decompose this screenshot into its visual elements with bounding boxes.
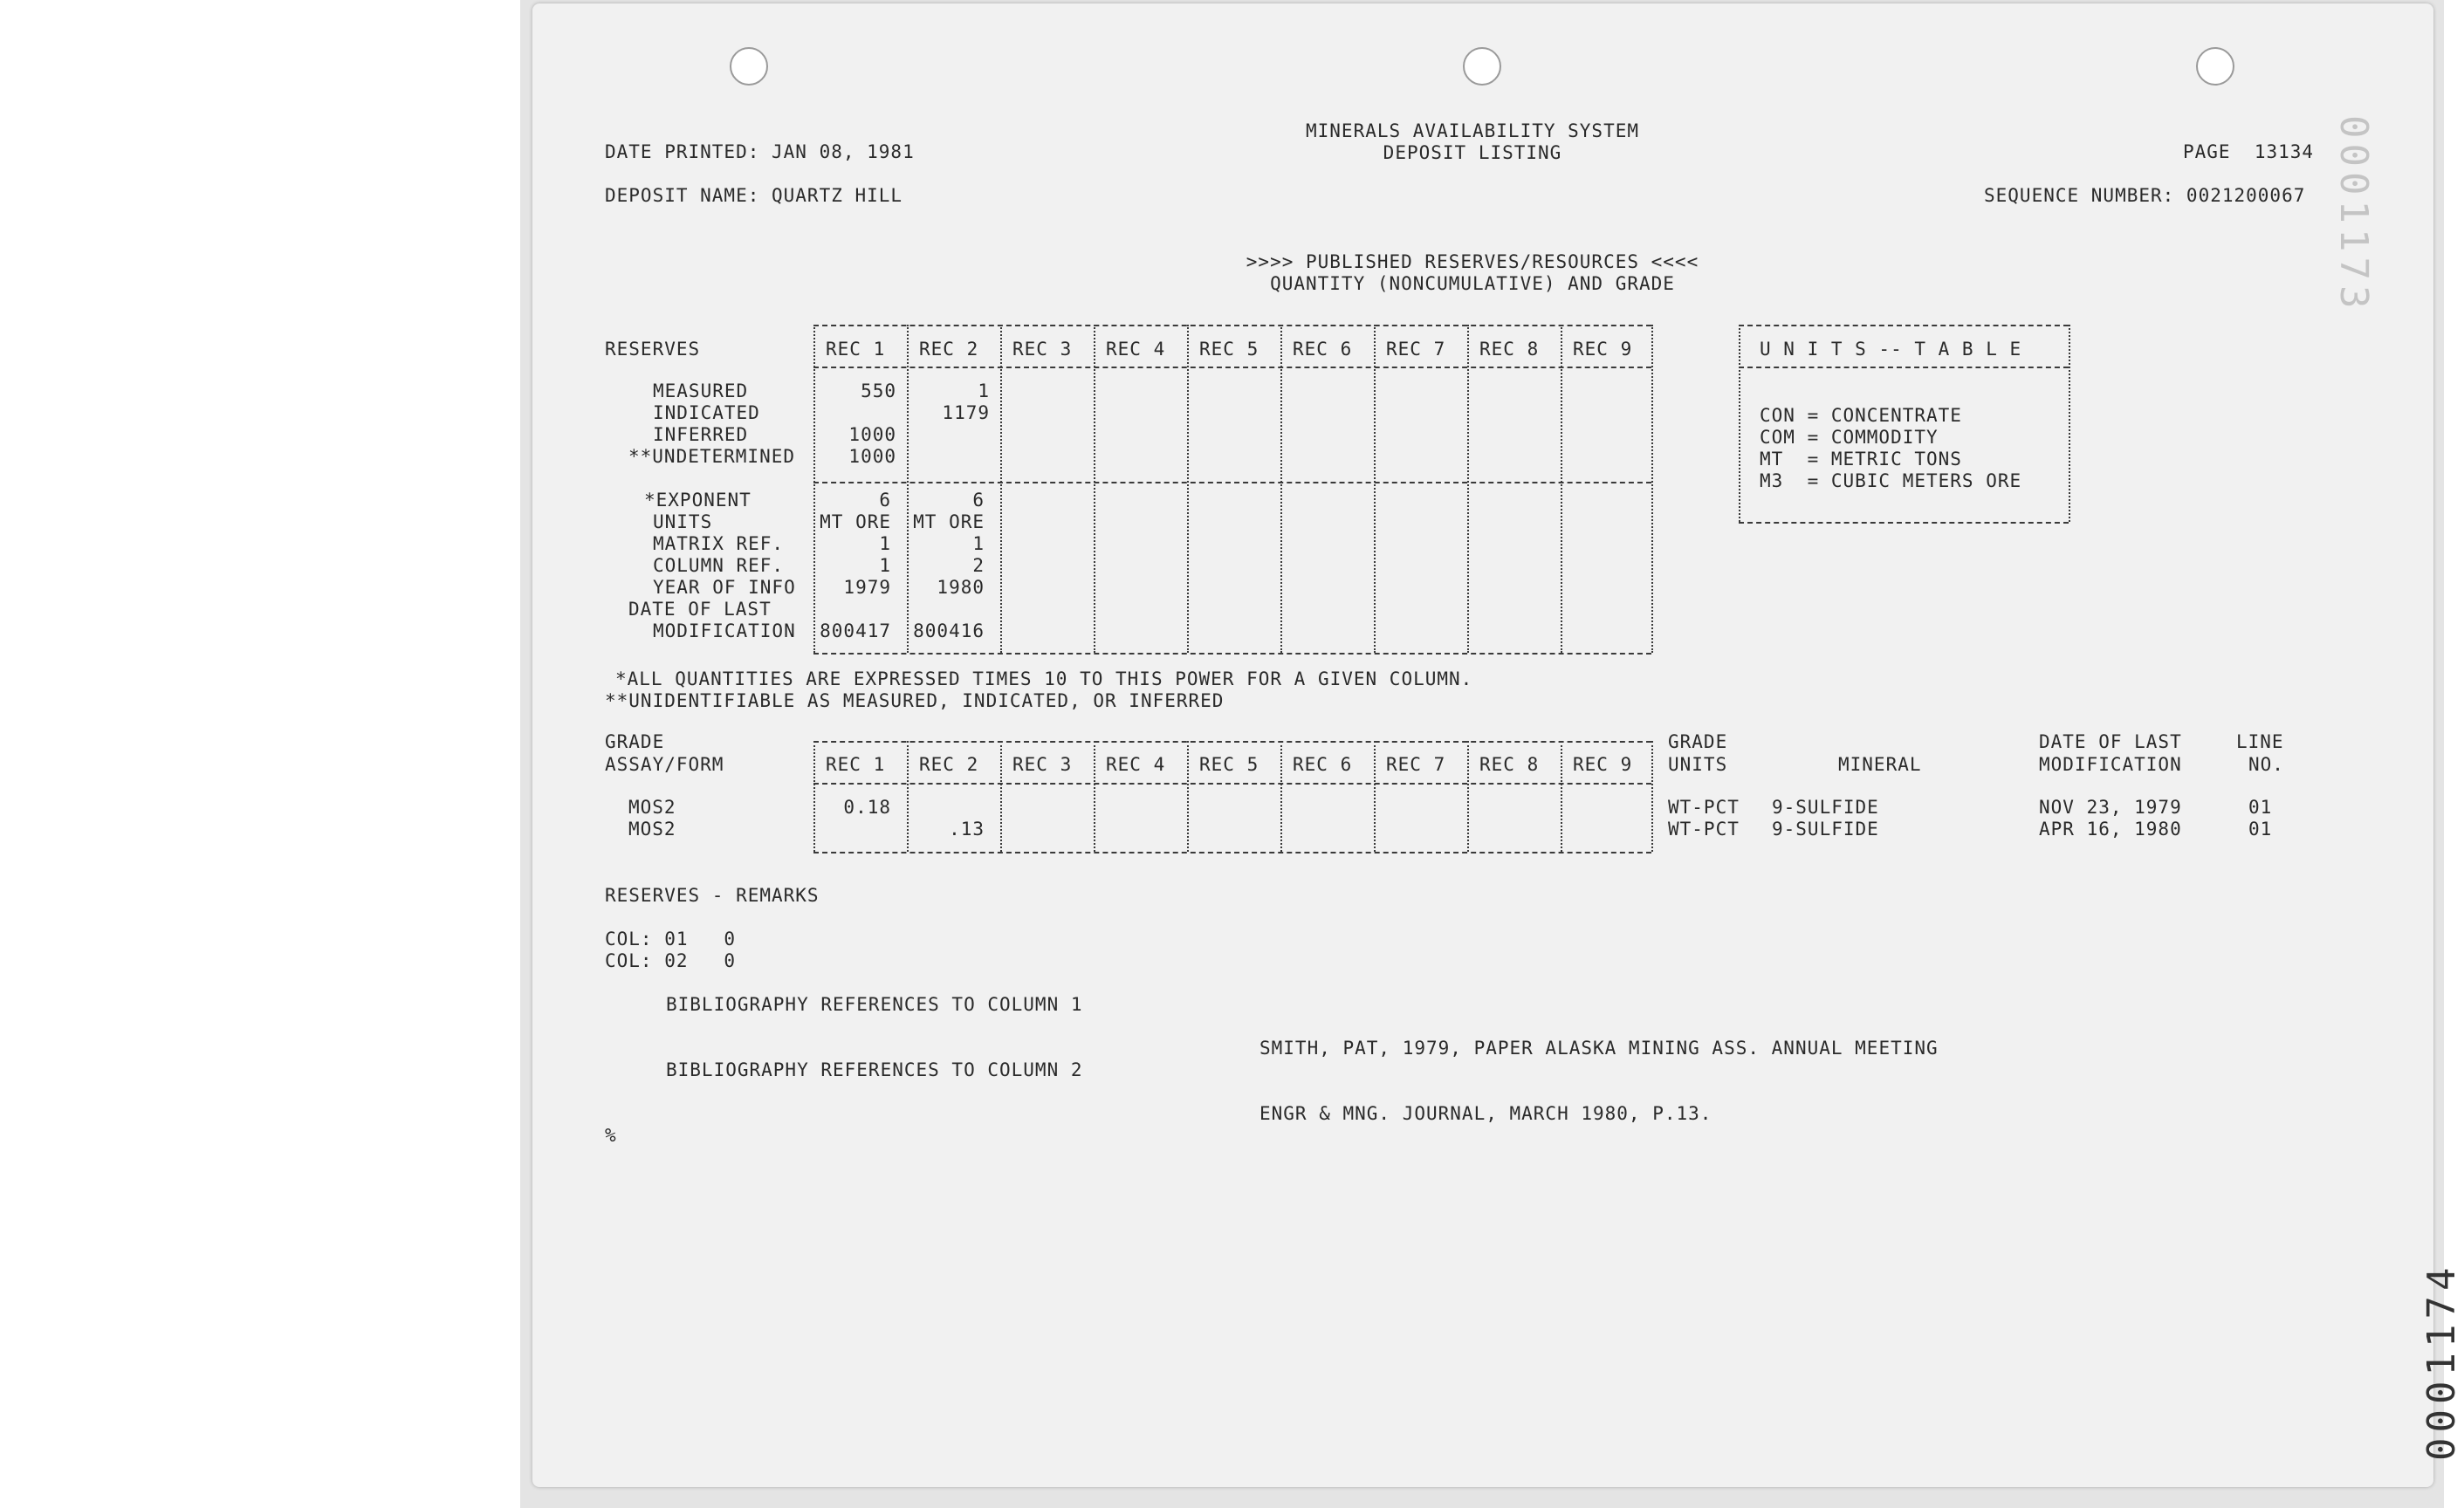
reserves-col-sep-6 xyxy=(1374,325,1376,653)
remarks-col-02: COL: 02 0 xyxy=(605,950,737,971)
margin-stamp-top: 0001173 xyxy=(2331,115,2376,314)
meta-rec2-value: 800416 xyxy=(913,620,985,641)
grade-mineral: 9-SULFIDE xyxy=(1772,797,1879,818)
grade-rule-header xyxy=(813,783,1651,785)
grade-rec-header-5: REC 5 xyxy=(1199,754,1259,775)
meta-row-label: MATRIX REF. xyxy=(653,533,785,554)
meta-rec1-value: 1979 xyxy=(843,577,891,598)
assay-form-label: ASSAY/FORM xyxy=(605,754,724,775)
sequence-number: SEQUENCE NUMBER: 0021200067 xyxy=(1984,185,2306,206)
reserves-rule-header xyxy=(813,367,1651,368)
reserves-rule-top xyxy=(813,325,1651,326)
grade-rec-header-6: REC 6 xyxy=(1293,754,1353,775)
meta-row-label: *EXPONENT xyxy=(644,490,752,511)
units-entry: CON = CONCENTRATE xyxy=(1760,405,1962,426)
reserves-row-label: INDICATED xyxy=(653,402,760,423)
reserves-col-sep-9 xyxy=(1651,325,1653,653)
units-rule-top xyxy=(1739,325,2069,326)
meta-row-label: YEAR OF INFO xyxy=(653,577,796,598)
grade-col-sep-2 xyxy=(1000,741,1002,852)
reserves-row-label: **UNDETERMINED xyxy=(628,446,796,467)
reserves-col-sep-2 xyxy=(1000,325,1002,653)
meta-row-label: MODIFICATION xyxy=(653,620,796,641)
reserves-rec1-value: 1000 xyxy=(848,424,896,445)
meta-rec1-value: 1 xyxy=(879,533,891,554)
meta-rec1-value: MT ORE xyxy=(820,511,891,532)
bibliography-reference-col2: ENGR & MNG. JOURNAL, MARCH 1980, P.13. xyxy=(1259,1103,1712,1124)
rec-header-8: REC 8 xyxy=(1479,339,1540,360)
units-entry: M3 = CUBIC METERS ORE xyxy=(1760,470,2022,491)
grade-line-no: 01 xyxy=(2248,797,2273,818)
grade-rec-header-7: REC 7 xyxy=(1386,754,1446,775)
rec-header-1: REC 1 xyxy=(826,339,886,360)
remarks-title: RESERVES - REMARKS xyxy=(605,885,820,906)
rec-header-2: REC 2 xyxy=(919,339,979,360)
binder-hole-right xyxy=(2196,47,2234,86)
units-entry: COM = COMMODITY xyxy=(1760,427,1939,448)
reserves-rec1-value: 1000 xyxy=(848,446,896,467)
grade-rec-header-8: REC 8 xyxy=(1479,754,1540,775)
reserves-rec2-value: 1179 xyxy=(942,402,990,423)
bibliography-heading-col2: BIBLIOGRAPHY REFERENCES TO COLUMN 2 xyxy=(666,1059,1083,1080)
rec-header-6: REC 6 xyxy=(1293,339,1353,360)
meta-rec1-value: 6 xyxy=(879,490,891,511)
reserves-rule-mid xyxy=(813,482,1651,483)
reserves-rec2-value: 1 xyxy=(978,380,990,401)
date-printed: DATE PRINTED: JAN 08, 1981 xyxy=(605,141,915,162)
grade-col-sep-5 xyxy=(1280,741,1282,852)
reserves-col-sep-8 xyxy=(1561,325,1562,653)
binder-hole-center xyxy=(1463,47,1501,86)
meta-rec2-value: 1980 xyxy=(937,577,985,598)
mineral-header: MINERAL xyxy=(1838,754,1922,775)
deposit-name: DEPOSIT NAME: QUARTZ HILL xyxy=(605,185,903,206)
meta-rec2-value: MT ORE xyxy=(913,511,985,532)
meta-row-label: UNITS xyxy=(653,511,713,532)
remarks-col-01: COL: 01 0 xyxy=(605,929,737,949)
reserves-rule-bottom xyxy=(813,653,1651,655)
grade-col-sep-6 xyxy=(1374,741,1376,852)
date-header-2: MODIFICATION xyxy=(2039,754,2182,775)
grade-rec-header-3: REC 3 xyxy=(1012,754,1073,775)
grade-rec-header-9: REC 9 xyxy=(1573,754,1633,775)
meta-rec1-value: 1 xyxy=(879,555,891,576)
grade-rec2-value: .13 xyxy=(949,819,985,840)
rec-header-9: REC 9 xyxy=(1573,339,1633,360)
reserves-col-sep-0 xyxy=(813,325,815,653)
meta-rec1-value: 800417 xyxy=(820,620,891,641)
meta-rec2-value: 2 xyxy=(972,555,985,576)
units-rule-bottom xyxy=(1739,522,2069,524)
grade-rec-header-1: REC 1 xyxy=(826,754,886,775)
grade-col-sep-3 xyxy=(1094,741,1095,852)
printout-page: DATE PRINTED: JAN 08, 1981 MINERALS AVAILABILITY SYSTEM DEPOSIT LISTING PAGE 13134 DEPOSIT NAME: QUARTZ HILL SEQUENCE NUMBER: 0021200067 >>>> PUBLISHED RESERVES/RESOURCES <<<< QUANTITY (NONCUMULATIVE) AND GRADE RESERVES REC 1 REC 2 REC 3 REC 4 REC 5 REC 6 REC 7 REC 8 REC 9 MEASURED 550 1 INDICATED 1179 INFERRED 1000 **UNDETERMINED 1000 *EXPONENT 6 6 UNITS MT ORE MT ORE MATRIX REF. 1 1 COLUMN REF. 1 2 YEAR OF INFO 1979 1980 DATE OF LAST MODIFICATION 800417 800416 U N I T S -- T A B L E CON = CONCENTRATE COM = COMMODITY MT = METRIC TONS M3 = CUBIC METERS ORE *ALL QUANTITIES ARE EXPRESSED TIMES 10 TO THIS POWER FOR A GIVEN COLUMN. **UNIDENTIFIABLE AS MEASURED, INDICATED, OR INFERRED GRADE ASSAY/FORM REC 1 REC 2 REC 3 REC 4 REC 5 REC 6 REC 7 REC 8 REC 9 GRADE UNITS MINERAL DATE OF LAST MODIFICATION LINE NO. MOS2 0.18 WT-PCT 9-SULFIDE NOV 23, 1979 01 MOS2 .13 WT-PCT 9-SULFIDE APR 16, 1980 01 RESERVES - REMARKS COL: 01 0 COL: 02 0 BIBLIOGRAPHY REFERENCES TO COLUMN 1 SMITH, PAT, 1979, PAPER ALASKA MINING ASS. ANNUAL MEETING BIBLIOGRAPHY REFERENCES TO COLUMN 2 ENGR & MNG. JOURNAL, MARCH 1980, P.13. % 0001173 0001174 xyxy=(532,3,2433,1487)
grade-rule-bottom xyxy=(813,852,1651,853)
rec-header-4: REC 4 xyxy=(1106,339,1166,360)
reserves-rec1-value: 550 xyxy=(861,380,896,401)
reserves-col-sep-3 xyxy=(1094,325,1095,653)
units-border-right xyxy=(2069,325,2070,522)
meta-row-label: DATE OF LAST xyxy=(628,599,772,620)
reserves-row-label: MEASURED xyxy=(653,380,749,401)
meta-row-label: COLUMN REF. xyxy=(653,555,785,576)
grade-rec-header-4: REC 4 xyxy=(1106,754,1166,775)
grade-form: MOS2 xyxy=(628,819,676,840)
grade-form: MOS2 xyxy=(628,797,676,818)
page-number: PAGE 13134 xyxy=(2183,141,2315,162)
date-header-1: DATE OF LAST xyxy=(2039,731,2182,752)
grade-rec-header-2: REC 2 xyxy=(919,754,979,775)
grade-rule-top xyxy=(813,741,1651,743)
reserves-col-sep-5 xyxy=(1280,325,1282,653)
grade-label: GRADE xyxy=(605,731,665,752)
units-rule-header xyxy=(1739,367,2069,368)
bibliography-heading-col1: BIBLIOGRAPHY REFERENCES TO COLUMN 1 xyxy=(666,994,1083,1015)
rec-header-5: REC 5 xyxy=(1199,339,1259,360)
rec-header-7: REC 7 xyxy=(1386,339,1446,360)
grade-rec1-value: 0.18 xyxy=(843,797,891,818)
end-marker: % xyxy=(605,1125,617,1146)
bibliography-reference-col1: SMITH, PAT, 1979, PAPER ALASKA MINING ASS. ANNUAL MEETING xyxy=(1259,1038,1939,1059)
footnote-exponent: *ALL QUANTITIES ARE EXPRESSED TIMES 10 TO THIS POWER FOR A GIVEN COLUMN. xyxy=(615,668,1473,689)
grade-col-sep-1 xyxy=(907,741,909,852)
grade-units-header-2: UNITS xyxy=(1668,754,1728,775)
rec-header-3: REC 3 xyxy=(1012,339,1073,360)
footnote-undetermined: **UNIDENTIFIABLE AS MEASURED, INDICATED, OR INFERRED xyxy=(605,690,1225,711)
reserves-col-sep-4 xyxy=(1187,325,1189,653)
grade-units: WT-PCT xyxy=(1668,797,1740,818)
grade-col-sep-7 xyxy=(1467,741,1469,852)
grade-col-sep-4 xyxy=(1187,741,1189,852)
reserves-label: RESERVES xyxy=(605,339,701,360)
grade-col-sep-8 xyxy=(1561,741,1562,852)
meta-rec2-value: 6 xyxy=(972,490,985,511)
units-table-title: U N I T S -- T A B L E xyxy=(1760,339,2022,360)
units-border-left xyxy=(1739,325,1740,522)
grade-col-sep-0 xyxy=(813,741,815,852)
reserves-row-label: INFERRED xyxy=(653,424,749,445)
meta-rec2-value: 1 xyxy=(972,533,985,554)
binder-hole-left xyxy=(730,47,768,86)
reserves-col-sep-1 xyxy=(907,325,909,653)
grade-col-sep-9 xyxy=(1651,741,1653,852)
grade-mineral: 9-SULFIDE xyxy=(1772,819,1879,840)
line-header-2: NO. xyxy=(2248,754,2284,775)
grade-units-header-1: GRADE xyxy=(1668,731,1728,752)
grade-line-no: 01 xyxy=(2248,819,2273,840)
margin-stamp-bottom: 0001174 xyxy=(2419,1262,2464,1461)
units-entry: MT = METRIC TONS xyxy=(1760,449,1962,470)
reserves-col-sep-7 xyxy=(1467,325,1469,653)
line-header-1: LINE xyxy=(2236,731,2284,752)
grade-date: APR 16, 1980 xyxy=(2039,819,2182,840)
grade-date: NOV 23, 1979 xyxy=(2039,797,2182,818)
grade-units: WT-PCT xyxy=(1668,819,1740,840)
